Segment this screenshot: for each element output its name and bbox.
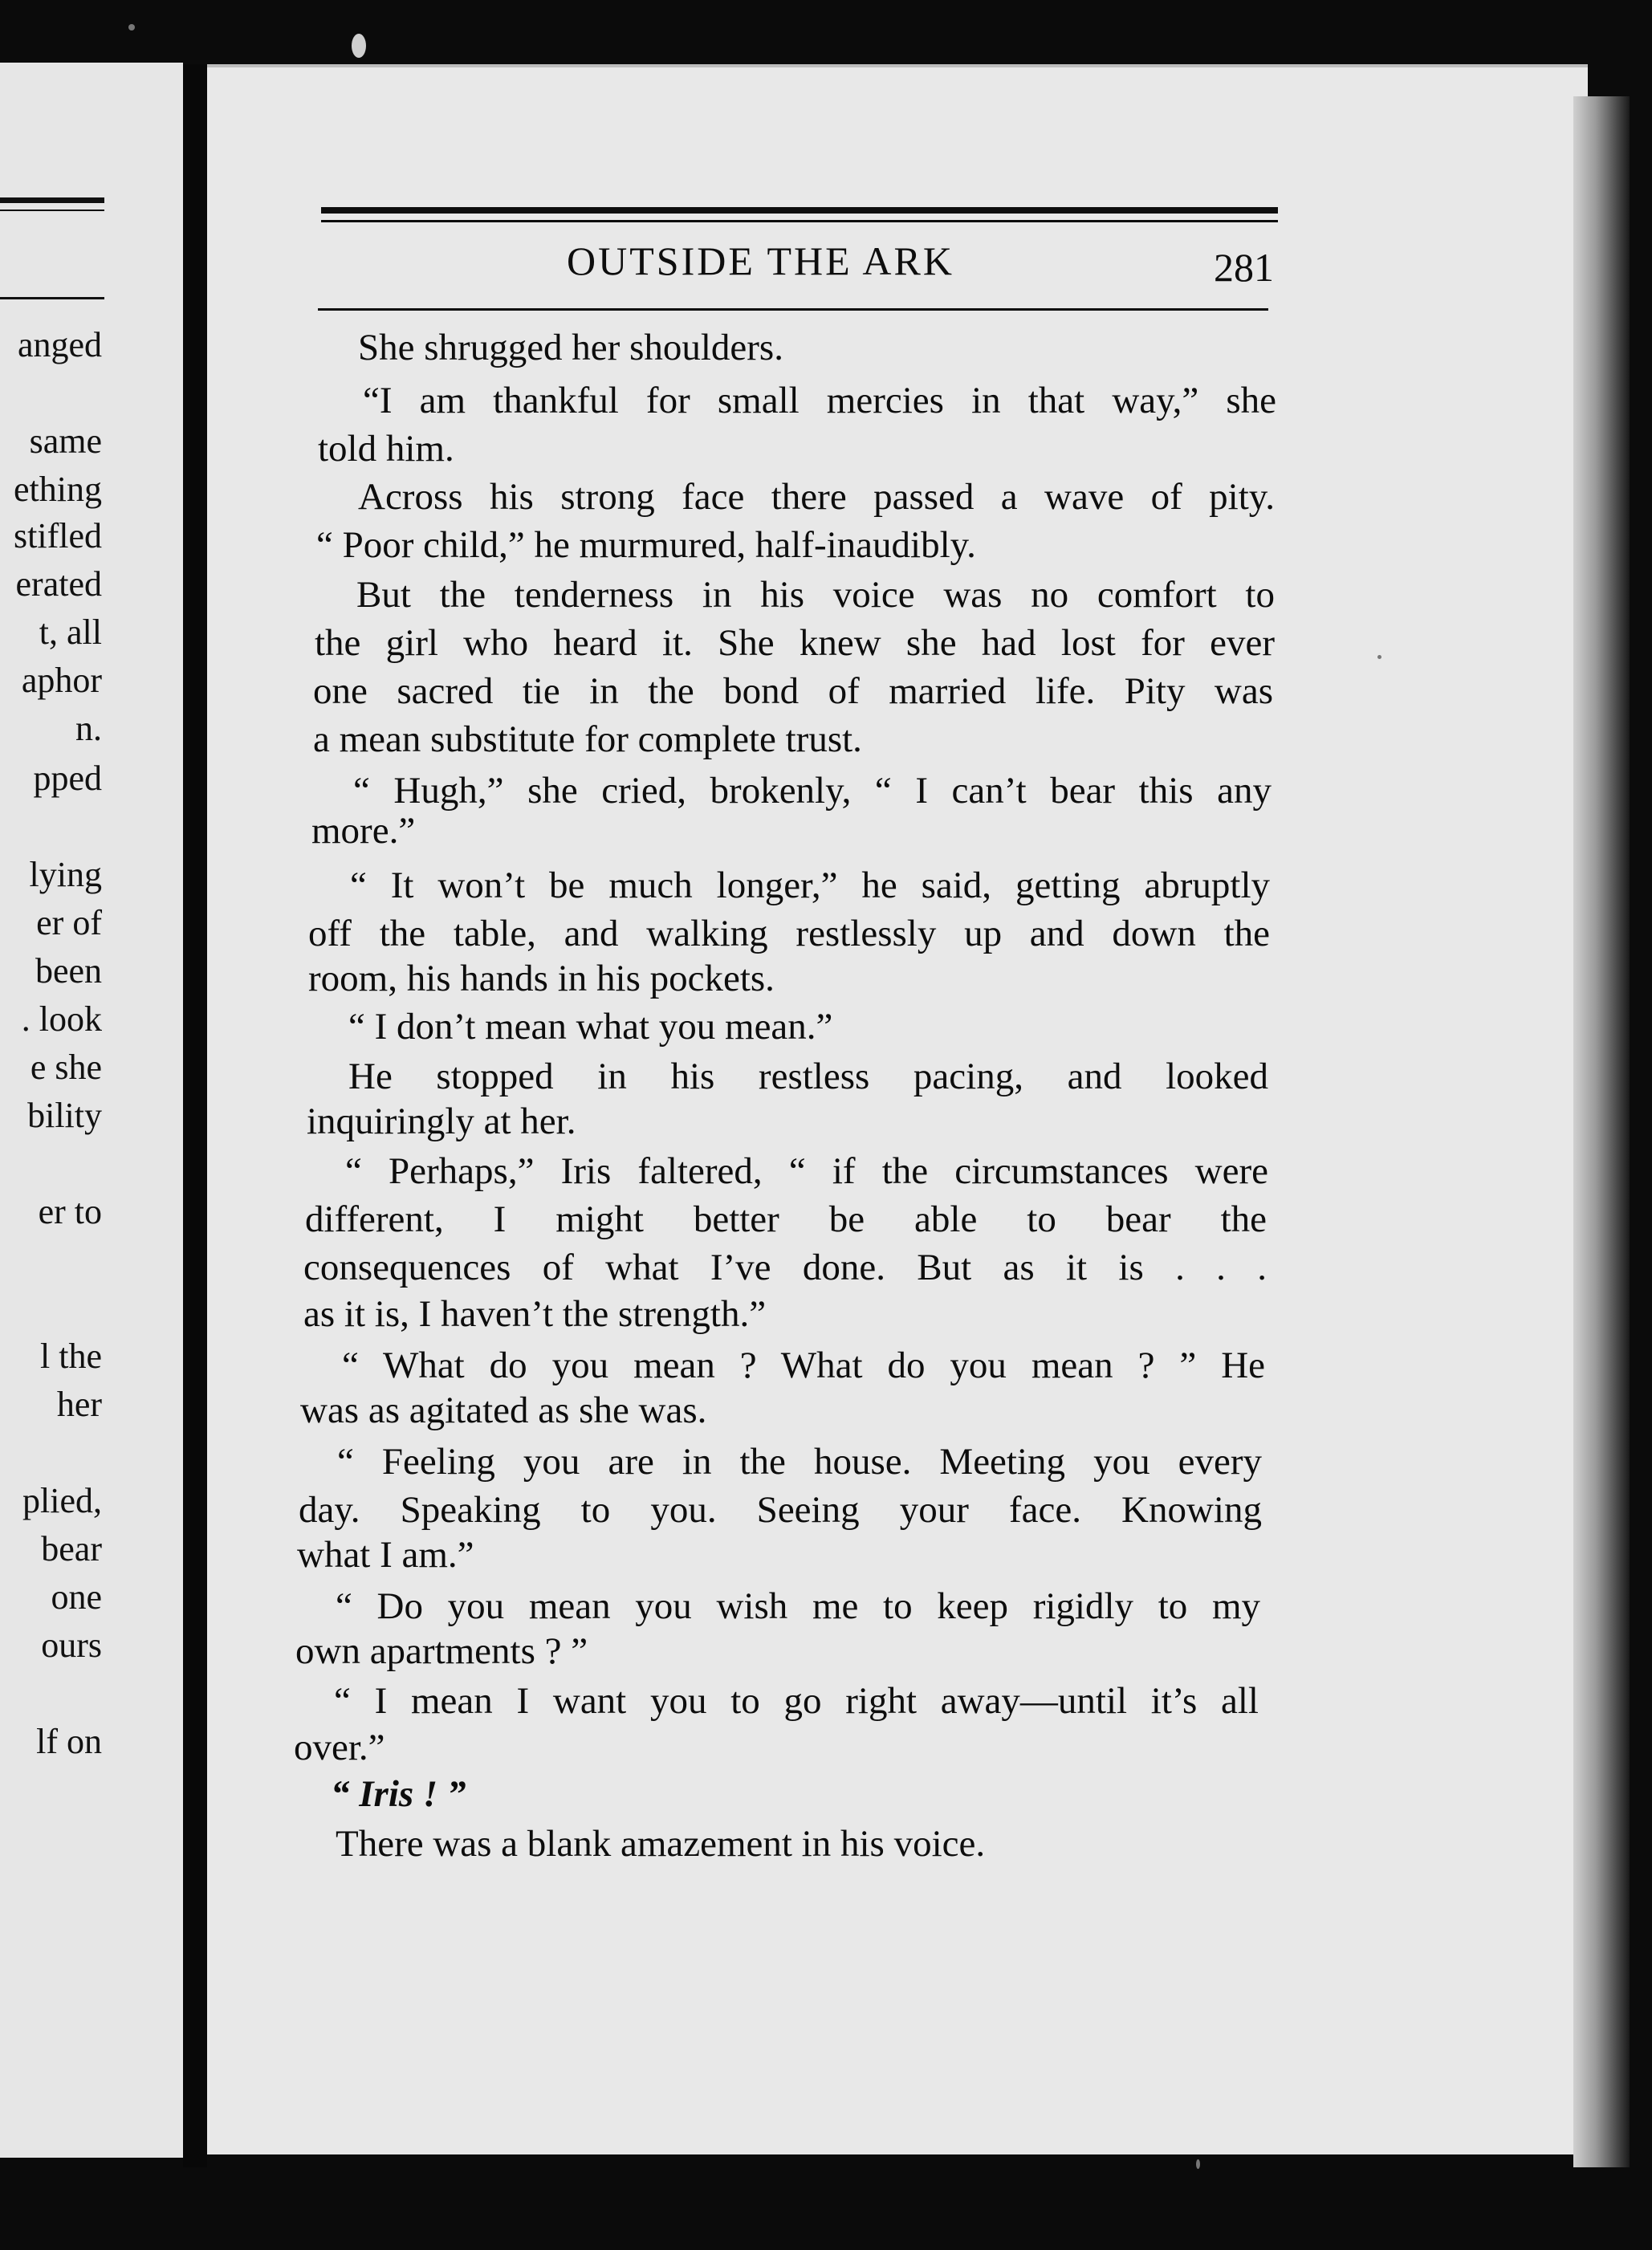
text-line: “ I mean I want you to go right away—until it’s all — [334, 1680, 1259, 1722]
left-fragment: plied, — [22, 1481, 102, 1520]
left-fragment: one — [51, 1577, 102, 1617]
left-fragment: l the — [40, 1337, 102, 1376]
header-rule-thick — [321, 207, 1278, 214]
text-line: told him. — [318, 428, 454, 470]
text-line: “ Do you mean you wish me to keep rigidly to my — [336, 1585, 1260, 1627]
left-fragment: . look — [21, 999, 102, 1039]
text-line: one sacred tie in the bond of married life. Pity was — [313, 670, 1273, 712]
text-line: off the table, and walking restlessly up and down the — [308, 913, 1270, 954]
left-fragment: t, all — [39, 612, 102, 652]
left-fragment: pped — [33, 759, 102, 798]
left-header-underline — [0, 297, 104, 299]
left-fragment: anged — [17, 325, 102, 364]
text-line: day. Speaking to you. Seeing your face. Knowing — [299, 1489, 1262, 1531]
page-edge-shadow — [1573, 96, 1630, 2167]
text-line: inquiringly at her. — [307, 1101, 576, 1142]
left-fragment: er of — [36, 903, 102, 942]
text-line: a mean substitute for complete trust. — [313, 718, 862, 760]
dust-speck — [128, 24, 135, 31]
text-line: as it is, I haven’t the strength.” — [303, 1293, 767, 1335]
text-line: “I am thankful for small mercies in that way,” she — [363, 380, 1276, 421]
text-line-italic: “ Iris ! ” — [331, 1773, 466, 1815]
left-page-fragment — [0, 63, 183, 2158]
left-header-rule-thin — [0, 210, 104, 211]
text-line: He stopped in his restless pacing, and looked — [348, 1056, 1268, 1097]
dust-speck — [1196, 2159, 1200, 2169]
text-line: more.” — [311, 810, 416, 852]
text-line: “ It won’t be much longer,” he said, getting abruptly — [350, 865, 1270, 906]
text-line: “ Hugh,” she cried, brokenly, “ I can’t bear this any — [353, 770, 1272, 812]
left-fragment: er to — [38, 1192, 102, 1231]
text-line: room, his hands in his pockets. — [308, 958, 775, 999]
left-fragment: bear — [41, 1529, 102, 1568]
text-line: the girl who heard it. She knew she had lost for ever — [315, 622, 1275, 664]
left-fragment: e she — [30, 1048, 102, 1087]
page-number: 281 — [1214, 245, 1274, 290]
running-head: OUTSIDE THE ARK — [567, 238, 954, 283]
text-line: She shrugged her shoulders. — [358, 327, 783, 368]
text-line: over.” — [294, 1727, 385, 1768]
left-fragment: her — [56, 1385, 102, 1424]
text-line: “ I don’t mean what you mean.” — [348, 1006, 833, 1048]
header-underline — [318, 308, 1268, 311]
left-fragment: same — [29, 421, 102, 461]
text-line: Across his strong face there passed a wave of pity. — [358, 476, 1275, 518]
text-line: There was a blank amazement in his voice. — [336, 1823, 986, 1865]
left-fragment: ours — [41, 1625, 102, 1665]
left-fragment: stifled — [14, 516, 102, 555]
header-rule-thin — [321, 220, 1278, 222]
left-fragment: been — [35, 951, 102, 991]
dust-speck — [352, 34, 366, 58]
text-line: “ Poor child,” he murmured, half-inaudibly. — [316, 524, 976, 566]
text-line: different, I might better be able to bear the — [305, 1198, 1267, 1240]
text-line: But the tenderness in his voice was no comfort to — [356, 574, 1275, 616]
left-fragment: ething — [14, 470, 102, 509]
text-line: what I am.” — [297, 1534, 474, 1576]
left-fragment: lying — [29, 855, 102, 894]
text-line: own apartments ? ” — [295, 1630, 588, 1672]
left-fragment: bility — [27, 1096, 102, 1135]
left-fragment: erated — [15, 564, 102, 604]
left-fragment: n. — [75, 709, 102, 748]
left-fragment: aphor — [21, 661, 102, 700]
text-line: “ Perhaps,” Iris faltered, “ if the circumstances were — [345, 1150, 1268, 1192]
text-line: was as agitated as she was. — [300, 1389, 707, 1431]
text-line: consequences of what I’ve done. But as it is . . . — [303, 1247, 1267, 1288]
left-header-rule — [0, 197, 104, 203]
left-fragment: lf on — [36, 1722, 102, 1761]
text-line: “ What do you mean ? What do you mean ? ” He — [342, 1345, 1265, 1386]
dust-speck — [1377, 655, 1381, 659]
book-gutter — [183, 64, 207, 2167]
text-line: “ Feeling you are in the house. Meeting you every — [337, 1441, 1262, 1483]
